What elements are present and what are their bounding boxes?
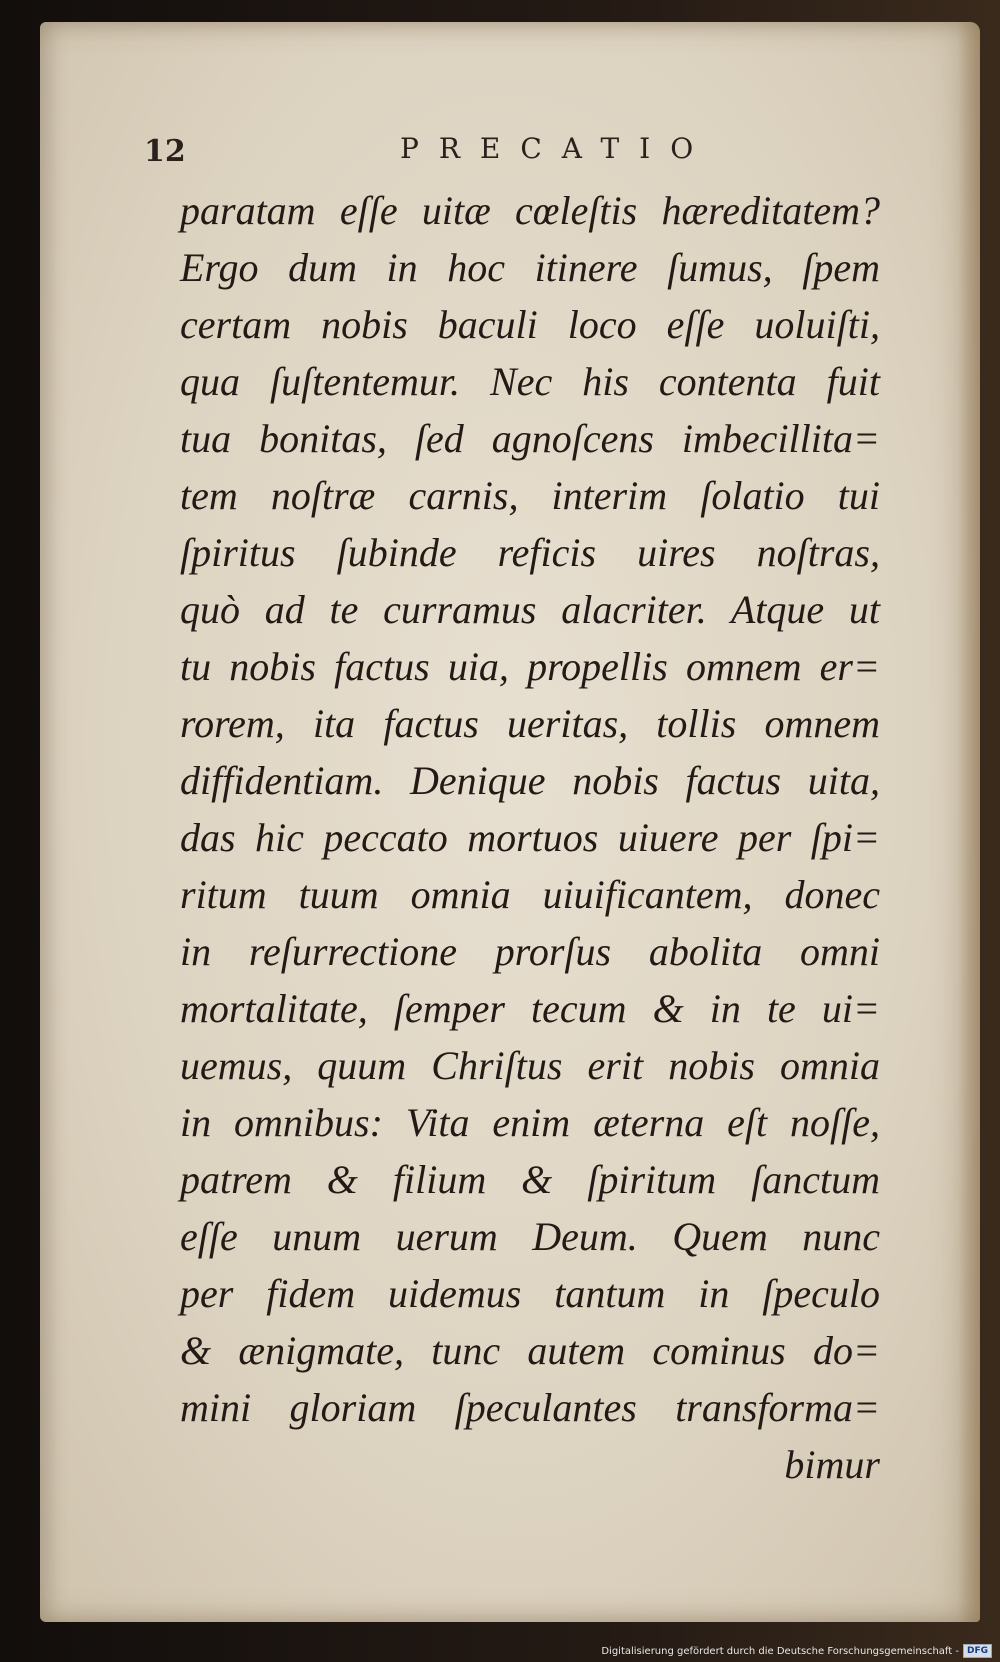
text-line: paratam eſſe uitæ cœleſtis hæreditatem? bbox=[180, 188, 880, 233]
dfg-logo: DFG bbox=[963, 1644, 992, 1658]
text-line: ſpiritus ſubinde reficis uires noſtras, bbox=[180, 530, 880, 575]
digitization-credit bbox=[601, 1644, 992, 1658]
text-line: tu nobis factus uia, propellis omnem er= bbox=[180, 644, 880, 689]
text-line: rorem, ita factus ueritas, tollis omnem bbox=[180, 701, 880, 746]
text-line: in omnibus: Vita enim æterna eſt noſſe, bbox=[180, 1100, 880, 1145]
text-line: patrem & filium & ſpiritum ſanctum bbox=[180, 1157, 880, 1202]
paper-page bbox=[40, 22, 980, 1622]
body-text bbox=[180, 182, 880, 1493]
page-edge-shadow bbox=[958, 22, 980, 1622]
text-line: & ænigmate, tunc autem cominus do= bbox=[180, 1328, 880, 1373]
running-head: PRECATIO bbox=[400, 132, 714, 165]
page-number: 12 bbox=[144, 134, 186, 169]
credit-text: Digitalisierung gefördert durch die Deutsche Forschungsgemeinschaft - bbox=[601, 1645, 959, 1657]
text-line: eſſe unum uerum Deum. Quem nunc bbox=[180, 1214, 880, 1259]
text-line: uemus, quum Chriſtus erit nobis omnia bbox=[180, 1043, 880, 1088]
text-line: qua ſuſtentemur. Nec his contenta fuit bbox=[180, 359, 880, 404]
text-line: certam nobis baculi loco eſſe uoluiſti, bbox=[180, 302, 880, 347]
text-line: mortalitate, ſemper tecum & in te ui= bbox=[180, 986, 880, 1031]
text-line: diffidentiam. Denique nobis factus uita, bbox=[180, 758, 880, 803]
text-line: Ergo dum in hoc itinere ſumus, ſpem bbox=[180, 245, 880, 290]
text-line: per fidem uidemus tantum in ſpeculo bbox=[180, 1271, 880, 1316]
text-line: in reſurrectione prorſus abolita omni bbox=[180, 929, 880, 974]
text-line: mini gloriam ſpeculantes transforma= bbox=[180, 1385, 880, 1430]
text-line: bimur bbox=[784, 1442, 880, 1487]
text-line: das hic peccato mortuos uiuere per ſpi= bbox=[180, 815, 880, 860]
text-line: quò ad te curramus alacriter. Atque ut bbox=[180, 587, 880, 632]
text-line: ritum tuum omnia uiuificantem, donec bbox=[180, 872, 880, 917]
text-line: tem noſtræ carnis, interim ſolatio tui bbox=[180, 473, 880, 518]
text-line: tua bonitas, ſed agnoſcens imbecillita= bbox=[180, 416, 880, 461]
